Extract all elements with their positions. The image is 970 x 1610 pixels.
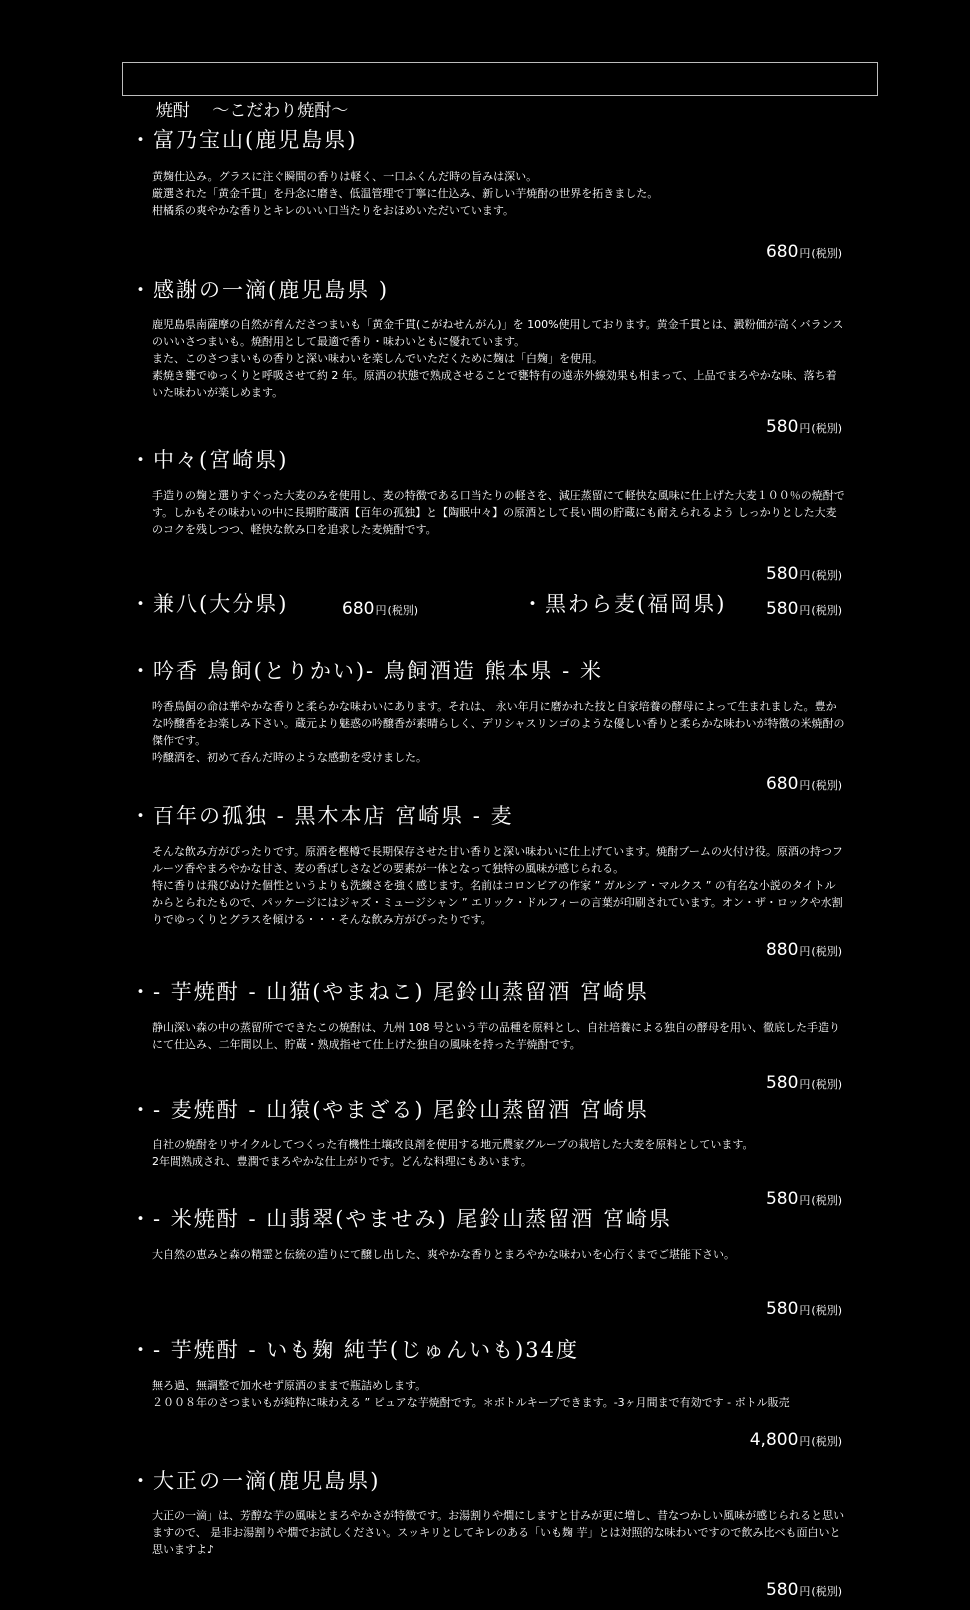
description-line: 厳選された「黄金千貫」を丹念に磨き、低温管理で丁寧に仕込み、新しい芋焼酎の世界を拓きました。 <box>152 187 659 200</box>
description-line: 吟香鳥飼の命は華やかな香りと柔らかな味わいにあります。それは、 永い年月に磨かれた技と自家培養の酵母によって生まれました。豊かな吟醸香をお楽しみ下さい。蔵元より魅惑の吟醸香が素晴らしく、デリシャスリンゴのような優しい香りと柔らかな味わいが特徴の米焼酎の傑作です。 <box>152 700 845 747</box>
tax-label: (税別) <box>811 1194 842 1207</box>
yen-label: 円 <box>799 1585 811 1598</box>
item-description <box>152 1507 846 1558</box>
description-line: 大正の一滴」は、芳醇な芋の風味とまろやかさが特徴です。お湯割りや燗にしますと甘みが更に増し、昔なつかしい風味が感じられると思いますので、 是非お湯割りや燗でお試しください。スッキリとしてキレのある「いも麹 芋」とは対照的な味わいですので飲み比べも面白いと思いますよ♪ <box>152 1509 845 1556</box>
item-title: ・中々(宮崎県) <box>130 448 289 472</box>
item-title: ・感謝の一滴(鹿児島県 ) <box>130 278 390 302</box>
item-price <box>766 1191 842 1208</box>
item-description <box>152 1246 846 1263</box>
price-value: 680 <box>765 774 799 794</box>
price-value: 680 <box>765 242 799 262</box>
item-price <box>766 1301 842 1318</box>
description-line: ２００８年のさつまいもが純粋に味わえる ” ピュアな芋焼酎です。＊ボトルキープできます。-3ヶ月間まで有効です - ボトル販売 <box>152 1396 790 1409</box>
yen-label: 円 <box>799 569 811 582</box>
description-line: 手造りの麹と選りすぐった大麦のみを使用し、麦の特徴である口当たりの軽さを、減圧蒸留にて軽快な風味に仕上げた大麦１００％の焼酎です。しかもその味わいの中に長期貯蔵酒【百年の孤独】と【陶眠中々】の原酒として長い間の貯蔵にも耐えられるよう しっかりとした大麦のコクを残しつつ、軽快な飲み口を追求した麦焼酎です。 <box>152 489 845 536</box>
tax-label: (税別) <box>387 604 419 617</box>
yen-label: 円 <box>799 422 811 435</box>
item-price <box>766 1075 842 1092</box>
item-price <box>750 1432 842 1449</box>
description-line: 特に香りは飛びぬけた個性というよりも洗練さを強く感じます。名前はコロンビアの作家 ” ガルシア・マルクス ” の有名な小説のタイトルからとられたもので、パッケージにはジャズ・ミュージシャン ” エリック・ドルフィーの言葉が印刷されています。オン・ザ・ロックや水割りでゆっくりとグラスを傾ける・・・そんな飲み方がぴったりです。 <box>152 879 843 926</box>
item-title: ・- 米焼酎 - 山翡翠(やませみ) 尾鈴山蒸留酒 宮崎県 <box>130 1207 672 1231</box>
tax-label: (税別) <box>811 1585 842 1598</box>
tax-label: (税別) <box>811 1078 842 1091</box>
description-line: 自社の焼酎をリサイクルしてつくった有機性土壌改良剤を使用する地元農家グループの栽培した大麦を原料としています。 <box>152 1138 754 1151</box>
section-header <box>122 62 878 121</box>
item-description <box>152 843 846 928</box>
tax-label: (税別) <box>811 945 842 958</box>
item-price <box>766 942 842 959</box>
yen-label: 円 <box>799 1078 811 1091</box>
tax-label: (税別) <box>811 1304 842 1317</box>
yen-label: 円 <box>799 1435 811 1448</box>
item-description <box>152 316 846 401</box>
description-line: 無ろ過、無調整で加水せず原酒のままで瓶詰めします。 <box>152 1379 427 1392</box>
item-description <box>152 1019 846 1053</box>
price-value: 580 <box>765 1073 799 1093</box>
tax-label: (税別) <box>811 247 842 260</box>
description-line: 黄麹仕込み。グラスに注ぐ瞬間の香りは軽く、一口ふくんだ時の旨みは深い。 <box>152 170 538 183</box>
description-line: そんな飲み方がぴったりです。原酒を樫樽で長期保存させた甘い香りと深い味わいに仕上げています。焼酎ブームの火付け役。原酒の持つフルーツ香やまろやかな甘さ、麦の香ばしさなどの要素が一体となって独特の風味が感じられる。 <box>152 845 843 875</box>
yen-label: 円 <box>799 604 811 617</box>
tax-label: (税別) <box>811 1435 842 1448</box>
item-title: ・富乃宝山(鹿児島県) <box>130 128 358 152</box>
item-title: ・兼八(大分県) <box>130 592 289 616</box>
item-title: ・- 芋焼酎 - 山猫(やまねこ) 尾鈴山蒸留酒 宮崎県 <box>130 980 649 1004</box>
item-price <box>766 601 842 618</box>
item-description <box>152 698 846 766</box>
tax-label: (税別) <box>811 604 842 617</box>
item-price <box>766 419 842 436</box>
item-price <box>766 776 842 793</box>
description-line: 静山深い森の中の蒸留所でできたこの焼酎は、九州 108 号という芋の品種を原料とし、自社培養による独自の酵母を用い、徹底した手造りにて仕込み、二年間以上、貯蔵・熟成指せて仕上げた独自の風味を持った芋焼酎です。 <box>152 1021 840 1051</box>
item-price <box>766 1582 842 1599</box>
item-description <box>152 1136 846 1170</box>
yen-label: 円 <box>799 247 811 260</box>
description-line: 2年間熟成され、豊潤でまろやかな仕上がりです。どんな料理にもあいます。 <box>152 1155 532 1168</box>
yen-label: 円 <box>799 1304 811 1317</box>
item-description <box>152 1377 846 1411</box>
tax-label: (税別) <box>811 779 842 792</box>
price-value: 580 <box>765 417 799 437</box>
price-value: 680 <box>342 599 375 619</box>
description-line: 吟醸酒を、初めて呑んだ時のような感動を受けました。 <box>152 751 427 764</box>
description-line: 大自然の恵みと森の精霊と伝統の造りにて醸し出した、爽やかな香りとまろやかな味わいを心行くまでご堪能下さい。 <box>152 1248 735 1261</box>
section-title: 焼酎 〜こだわり焼酎〜 <box>155 101 349 121</box>
price-value: 580 <box>765 1580 799 1600</box>
tax-label: (税別) <box>811 569 842 582</box>
price-value: 580 <box>765 564 799 584</box>
item-title: ・黒わら麦(福岡県) <box>522 592 727 616</box>
price-value: 880 <box>765 940 799 960</box>
yen-label: 円 <box>799 945 811 958</box>
description-line: また、このさつまいもの香りと深い味わいを楽しんでいただくために麹は「白麹」を使用。 <box>152 352 603 365</box>
item-title: ・- 芋焼酎 - いも麹 純芋(じゅんいも)34度 <box>130 1338 579 1362</box>
item-price <box>766 566 842 583</box>
item-title: ・- 麦焼酎 - 山猿(やまざる) 尾鈴山蒸留酒 宮崎県 <box>130 1098 649 1122</box>
description-line: 鹿児島県南薩摩の自然が育んださつまいも「黄金千貫(こがねせんがん)」を 100%使用しております。黄金千貫とは、澱粉価が高くバランスのいいさつまいも。焼酎用として最適で香り・味わいともに優れています。 <box>152 318 844 348</box>
item-title: ・吟香 鳥飼(とりかい)- 鳥飼酒造 熊本県 - 米 <box>130 659 603 683</box>
item-description <box>152 168 846 219</box>
price-value: 580 <box>765 1299 799 1319</box>
item-title: ・大正の一滴(鹿児島県) <box>130 1469 381 1493</box>
yen-label: 円 <box>375 604 387 617</box>
yen-label: 円 <box>799 1194 811 1207</box>
yen-label: 円 <box>799 779 811 792</box>
price-value: 4,800 <box>749 1430 799 1450</box>
tax-label: (税別) <box>811 422 842 435</box>
price-value: 580 <box>765 1189 799 1209</box>
item-title: ・百年の孤独 - 黒木本店 宮崎県 - 麦 <box>130 804 514 828</box>
description-line: 素焼き甕でゆっくりと呼吸させて約 2 年。原酒の状態で熟成させることで甕特有の遠赤外線効果も相まって、上品でまろやかな味、落ち着いた味わいが楽しめます。 <box>152 369 837 399</box>
item-description <box>152 487 846 538</box>
item-price <box>342 601 418 618</box>
item-price <box>766 244 842 261</box>
description-line: 柑橘系の爽やかな香りとキレのいい口当たりをおほめいただいています。 <box>152 204 515 217</box>
price-value: 580 <box>765 599 799 619</box>
